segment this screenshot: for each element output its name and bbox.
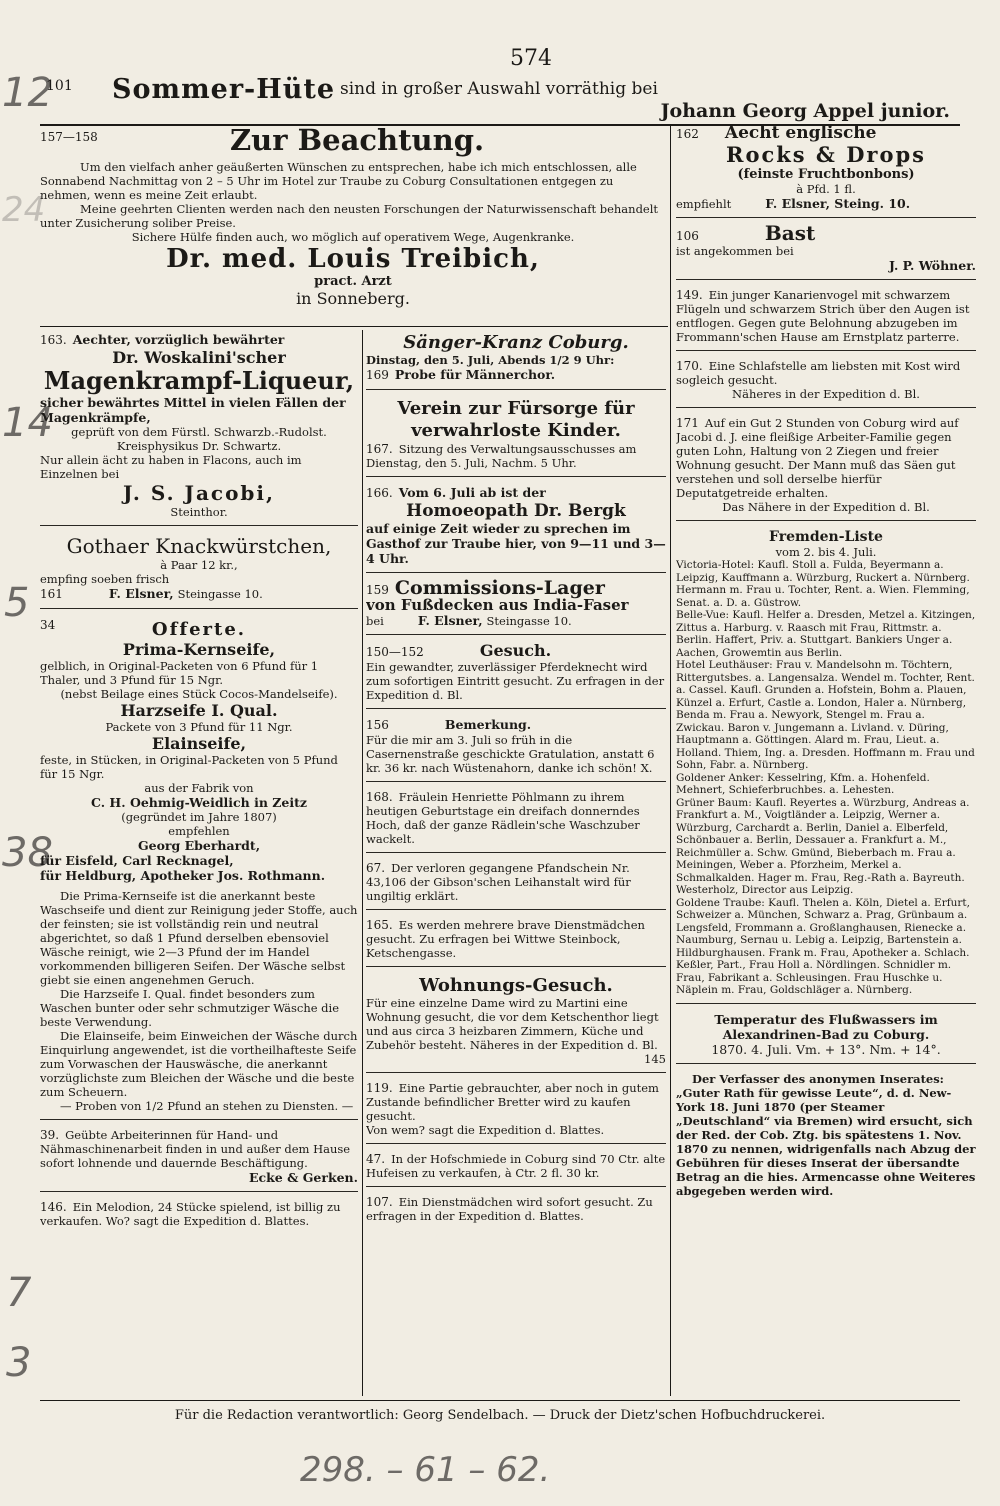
ad-number: 159 [366,583,389,597]
ad-line-11: empfehlen [168,824,230,838]
ad-title: Rocks & Drops [726,142,926,167]
ad-arbeiter-familie [676,416,976,521]
ad-line-1: Prima-Kernseife, [122,640,276,659]
ad-text: Auf ein Gut 2 Stunden von Coburg wird auf Jacobi d. J. eine fleißige Arbeiter-Familie gegen guten Lohn, Haltung von 2 Ziegen und freier Wohnung gesucht. Der Mann muß das Säen gut verstehen und soll derselbe hierfür Deputatgetreide erhalten. [676,416,959,500]
ad-location: Steingasse 10. [486,614,572,628]
ad-headline: Aechter, vorzüglich bewährter [72,332,285,347]
ad-text: Ein Dienstmädchen wird sofort gesucht. Zu erfragen in der Expedition d. Blattes. [366,1195,653,1223]
ad-line-1: Aecht englische [724,126,877,143]
ad-note: Nur allein ächt zu haben in Flacons, auch im Einzelnen bei [40,453,302,481]
list-item: Goldener Anker: Kesselring, Kfm. a. Hohenfeld. Mehnert, Schieferbruchbes. a. Lehesten. [676,771,930,796]
ad-dienstmaedchen [366,918,666,967]
ad-text: Für eine einzelne Dame wird zu Martini eine Wohnung gesucht, die vor dem Ketschenthor liegt und aus circa 3 heizbaren Zimmern, Küche und Zubehör besteht. Näheres in der Expedition d. Bl. [366,996,659,1052]
ad-signature: F. Elsner, [108,586,174,601]
ad-line-14: für Heldburg, Apotheker Jos. Rothmann. [40,868,326,883]
ad-text: In der Hofschmiede in Coburg sind 70 Ctr. alte Hufeisen zu verkaufen, à Ctr. 2 fl. 30 kr. [366,1152,666,1180]
ad-number: 150—152 [366,645,424,659]
ad-homoeopath [366,485,666,573]
ad-text: Eine Partie gebrauchter, aber noch in gutem Zustande befindlicher Bretter wird zu kaufen gesucht. [366,1081,659,1123]
page-number: 574 [510,46,552,71]
ad-signature: J. P. Wöhner. [889,258,976,273]
ad-provenance: geprüft von dem Fürstl. Schwarzb.-Rudolst. Kreisphysikus Dr. Schwartz. [71,425,327,453]
pencil-note-38: 38 [2,830,53,876]
ad-verein-fuersorge [366,398,666,477]
ad-line-5: Packete von 3 Pfund für 11 Ngr. [105,720,293,734]
ad-paragraph-2: Die Harzseife I. Qual. findet besonders zum Waschen bunter oder sehr schmutziger Wäsche die beste Verwendung. [40,987,340,1029]
imprint-footer: Für die Redaction verantwortlich: Georg Sendelbach. — Druck der Dietz'schen Hofbuchdruckerei. [174,1408,826,1423]
ad-line-4: Harzseife I. Qual. [120,701,278,720]
ad-number: 165. [366,918,393,932]
pencil-note-7: 7 [6,1270,32,1316]
ad-title: Sänger-Kranz Coburg. [403,332,629,353]
ad-line-1: ist angekommen bei [676,244,794,258]
ad-bretter [366,1081,666,1144]
ad-signature: F. Elsner, Steing. 10. [765,196,911,211]
page-header [40,46,960,124]
ad-text: Der Verfasser des anonymen Inserates: „Guter Rath für gewisse Leute“, d. d. New-York 18. Juni 1870 (per Steamer „Deutschland“ via Bremen) wird ersucht, sich der Red. der Cob. Ztg. bis spätestens 1. Nov. 1870 zu nennen, widrigenfalls nach Abzug der Gebühren für dieses Inserat der übersandte Betrag an die hies. Armencasse ohne Weiteres abgegeben werden wird. [676,1071,976,1198]
ad-poehlmann [366,790,666,853]
ad-number: 34 [40,618,56,632]
ad-rocks-drops [676,126,976,218]
ad-text-2: Von wem? sagt die Expedition d. Blattes. [366,1123,605,1137]
ad-pfandschein [366,861,666,910]
ad-number: 39. [40,1128,60,1142]
ad-text: empfing soeben frisch [40,572,170,586]
header-signature: Johann Georg Appel junior. [660,100,950,122]
ad-signature: J. S. Jacobi, [123,481,275,505]
ad-number: 161 [40,587,63,601]
ad-bemerkung [366,717,666,782]
temperatur-title: Temperatur des Flußwassers im Alexandrinen-Bad zu Coburg. [714,1011,938,1042]
ad-line-1: Vom 6. Juli ab ist der [398,485,546,500]
ad-number: 149. [676,288,703,302]
ad-title: Wohnungs-Gesuch. [419,975,613,996]
column-middle [366,332,666,1396]
ad-number: 157—158 [40,130,98,144]
ad-title: Commissions-Lager [394,577,605,599]
ad-title: Zur Beachtung. [230,126,485,157]
ad-schlafstelle [676,359,976,408]
ad-number: 145 [644,1052,666,1066]
ad-text: Der verloren gegangene Pfandschein Nr. 43,106 der Gibson'schen Leihanstalt wird für ungiltig erklärt. [366,861,631,903]
ad-text: Ein Melodion, 24 Stücke spielend, ist billig zu verkaufen. Wo? sagt die Expedition d. Blattes. [40,1200,341,1228]
ad-line-1: Dinstag, den 5. Juli, Abends 1/2 9 Uhr: [366,353,615,367]
doctor-name: Dr. med. Louis Treibich, [166,244,540,274]
column-rule-2 [670,126,671,1396]
list-item: Belle-Vue: Kaufl. Helfer a. Dresden, Metzel a. Kitzingen, Zittus a. Harburg. v. Raasch mit Frau, Rittmstr. a. Berlin. Haffert, Priv. a. Stuttgart. Bankiers Unger a. Aachen, Growemtin aus Berlin. [676,609,976,659]
ad-wohnungs-gesuch [366,975,666,1073]
pencil-note-14: 14 [2,400,53,446]
footer-rule [40,1400,960,1401]
doctor-role: pract. Arzt [314,274,392,289]
ad-text: Sitzung des Verwaltungsausschusses am Dienstag, den 5. Juli, Nachm. 5 Uhr. [366,442,637,470]
ad-number: 162 [676,127,699,141]
ad-line-2: Homoeopath Dr. Bergk [406,501,626,521]
ad-number: 163. [40,333,67,347]
ad-knackwuerstchen [40,534,358,609]
ad-line-2: bei [366,614,384,628]
ad-text: Geübte Arbeiterinnen für Hand- und Nähmaschinenarbeit finden in und außer dem Hause sofort lohnende und dauernde Beschäftigung. [40,1128,351,1170]
header-title: Sommer-Hüte [112,74,336,105]
ad-line-2: gelblich, in Original-Packeten von 6 Pfund für 1 Thaler, und 3 Pfund für 15 Ngr. [40,659,319,687]
ad-line-8: aus der Fabrik von [144,781,254,795]
ad-paragraph-3: Die Elainseife, beim Einweichen der Wäsche durch Einquirlung angewendet, ist die vortheilhafteste Seife zum Vorwaschen der Hauswäsche, die anerkannt vorzüglichste zum Bleichen der Wäsche und die beste zum Scheuern. [40,1029,358,1099]
temperatur [676,1012,976,1064]
ad-paragraph-3: Sichere Hülfe finden auch, wo möglich auf operativem Wege, Augenkranke. [131,230,575,244]
ad-number: 170. [676,359,703,373]
ad-title: Magenkrampf-Liqueur, [43,366,355,395]
ad-title: Gothaer Knackwürstchen, [66,534,332,558]
list-item: Hotel Leuthäuser: Frau v. Mandelsohn m. Töchtern, Rittergutsbes. a. Langensalza. Wendel m. Tochter, Rent. a. Cassel. Kaufl. Grunden a. Hofstein, Bohm a. Plauen, Künzel a. Erfurt, Castle a. London, Haler a. Nürnberg, Benda m. Frau a. Newyork, Stengel m. Frau a. Zwickau. Baron v. Jungemann a. Livland. v. Düring, Hauptmann a. Göttingen. Alard m. Frau, Lieut. a. Holland. Thiem, Ing. a. Dresden. Hoffmann m. Frau und Sohn, Fabr. a. Nürnberg. [676,659,975,771]
ad-number: 146. [40,1200,67,1214]
ad-line-12: Georg Eberhardt, [137,838,261,853]
ad-line-7: feste, in Stücken, in Original-Packeten von 5 Pfund für 15 Ngr. [40,753,338,781]
ad-line-1: von Fußdecken aus India-Faser [366,596,629,614]
ad-paragraph-2: Meine geehrten Clienten werden nach den neusten Forschungen der Naturwissenschaft behandelt unter Zusicherung soliber Preise. [40,202,659,230]
list-item: Goldene Traube: Kaufl. Thelen a. Köln, Dietel a. Erfurt, Schweizer a. München, Schwarz a. Prag, Grünbaum a. Lengsfeld, Frommann a. Großlanghausen, Rienecke a. Naumburg, Sernau u. Lebig a. Leipzig, Bartenstein a. Hildburghausen. Frank m. Frau, Apotheker a. Schlach. Keßler, Part., Frau Holl a. Nördlingen. Schnidler m. Frau, Fabrikant a. Schleusingen. Frau Huschke u. Näplein m. Frau, Goldschläger a. Nürnberg. [676,896,970,996]
ad-number: 169 [366,368,389,382]
ad-number: 101 [46,78,73,94]
ad-gesuch-pferdeknecht [366,643,666,709]
pencil-note-24: 24 [2,190,46,230]
ad-melodion [40,1200,358,1234]
ad-text-2: Das Nähere in der Expedition d. Bl. [722,500,930,514]
ad-kanarienvogel [676,288,976,351]
ad-hofschmiede [366,1152,666,1187]
temperatur-text: 1870. 4. Juli. Vm. + 13°. Nm. + 14°. [711,1041,941,1057]
ad-title: Offerte. [151,619,247,640]
ad-number: 67. [366,861,386,875]
pencil-note-3: 3 [6,1340,32,1386]
list-item: Victoria-Hotel: Kaufl. Stoll a. Fulda, Beyermann a. Leipzig, Kauffmann a. Würzburg, Ruckert a. Nürnberg. Hermann m. Frau u. Tochter, Rent. a. Wien. Flemming, Senat. a. D. a. Güstrow. [676,559,970,609]
ad-number: 167. [366,442,393,456]
ad-saenger-kranz [366,332,666,390]
ad-line-3: à Pfd. 1 fl. [796,182,856,196]
column-right [676,126,976,1396]
ad-offerte-seife [40,617,358,1120]
ad-paragraph-1: Um den vielfach anher geäußerten Wünschen zu entsprechen, habe ich mich entschlossen, alle Sonnabend Nachmittag von 2 – 5 Uhr im Hotel zur Traube zu Coburg Consultationen entgegen zu nehmen, wenn es meine Zeit erlaubt. [40,160,637,202]
pencil-note-5: 5 [4,580,30,626]
ad-magenkrampf-liqueur [40,332,358,526]
header-text: sind in großer Auswahl vorräthig bei [340,79,658,99]
fremden-liste [676,529,976,1004]
column-left [40,332,358,1396]
ad-paragraph-4: — Proben von 1/2 Pfund an stehen zu Diensten. — [60,1099,354,1113]
ad-paragraph-1: Die Prima-Kernseife ist die anerkannt beste Waschseife und dient zur Reinigung jeder Stoffe, auch der feinsten; sie ist vollständig rein und neutral abgerichtet, so daß 1 Pfund derselben ebensoviel Wäsche reinigt, wie 2—3 Pfund der im Handel vorkommenden billigeren Seifen. Der Wäsche selbst giebt sie einen angenehmen Geruch. [40,889,358,987]
ad-body: sicher bewährtes Mittel in vielen Fällen der Magenkrämpfe, [40,395,346,425]
ad-location: Steingasse 10. [177,587,263,601]
ad-text: Eine Schlafstelle am liebsten mit Kost wird sogleich gesucht. [676,359,961,387]
ad-signature: Ecke & Gerken. [248,1170,358,1185]
ad-number: 168. [366,790,393,804]
list-subtitle: vom 2. bis 4. Juli. [775,545,877,559]
ad-title: Gesuch. [479,641,552,660]
top-box-rule [40,326,668,327]
ad-number: 107. [366,1195,393,1209]
ad-line-3: auf einige Zeit wieder zu sprechen im Gasthof zur Traube hier, von 9—11 und 3—4 Uhr. [366,521,666,566]
list-item: Grüner Baum: Kaufl. Reyertes a. Würzburg, Andreas a. Frankfurt a. M., Voigtländer a. Leipzig, Werner a. Würzburg, Carchardt a. Berlin, Daniel a. Elberfeld, Schönbauer a. Berlin, Dessauer a. Frankfurt a. M., Reichmüller a. Schw. Gmünd, Bieberbach m. Frau a. Meiningen, Weber a. Pforzheim, Merkel a. Schmalkalden. Hager m. Frau, Reg.-Rath a. Bayreuth. Westerholz, Director aus Leipzig. [676,796,970,896]
pencil-note-12: 12 [2,70,53,116]
ad-arbeiterinnen [40,1128,358,1192]
ad-number: 106 [676,229,699,243]
ad-line-10: (gegründet im Jahre 1807) [121,810,277,824]
list-title: Fremden-Liste [769,529,883,545]
ad-dienstmaedchen-2 [366,1195,666,1229]
ad-text: Für die mir am 3. Juli so früh in die Casernenstraße geschickte Gratulation, anstatt 6 kr. 36 kr. nach Wüstenahorn, danke ich schön! X. [366,733,655,775]
ad-title: Bemerkung. [444,717,532,732]
ad-commissions-lager [366,577,666,635]
ad-number: 119. [366,1081,393,1095]
ad-line-4: empfiehlt [676,197,732,211]
ad-line-2: Probe für Männerchor. [394,367,556,382]
ad-line-13: für Eisfeld, Carl Recknagel, [40,853,234,868]
pencil-note-bottom: 298. – 61 – 62. [300,1450,551,1490]
ad-location: Steinthor. [170,505,228,519]
ad-zur-beachtung [40,126,666,326]
ad-name: Dr. Woskalini'scher [112,348,286,367]
ad-line-3: (nebst Beilage eines Stück Cocos-Mandelseife). [60,687,338,701]
ad-text: Ein gewandter, zuverlässiger Pferdeknecht wird zum sofortigen Eintritt gesucht. Zu erfragen in der Expedition d. Bl. [366,660,665,702]
ad-line-9: C. H. Oehmig-Weidlich in Zeitz [91,795,307,810]
ad-bast [676,221,976,280]
ad-title: Verein zur Fürsorge für verwahrloste Kinder. [397,398,635,441]
ad-text: Ein junger Kanarienvogel mit schwarzem Flügeln und schwarzem Strich über den Augen ist entflogen. Gegen gute Belohnung abzugeben im Frommann'schen Hause am Ernstplatz parterre. [676,288,970,344]
ad-price: à Paar 12 kr., [160,558,238,572]
ad-verfasser-inserat [676,1072,976,1204]
ad-number: 47. [366,1152,386,1166]
ad-line-2: (feinste Fruchtbonbons) [737,167,915,182]
ad-number: 171 [676,416,699,430]
ad-text: Es werden mehrere brave Dienstmädchen gesucht. Zu erfragen bei Wittwe Steinbock, Ketschengasse. [366,918,645,960]
ad-signature: F. Elsner, [417,613,483,628]
ad-text-2: Näheres in der Expedition d. Bl. [732,387,920,401]
ad-text: Fräulein Henriette Pöhlmann zu ihrem heutigen Geburtstage ein dreifach donnerndes Hoch, daß der ganze Rädlein'sche Waschzuber wackelt. [366,790,640,846]
ad-title: Bast [764,221,816,245]
doctor-place: in Sonneberg. [296,289,410,308]
ad-line-6: Elainseife, [151,734,247,753]
ad-number: 156 [366,718,389,732]
ad-number: 166. [366,486,393,500]
column-rule-1 [362,330,363,1396]
